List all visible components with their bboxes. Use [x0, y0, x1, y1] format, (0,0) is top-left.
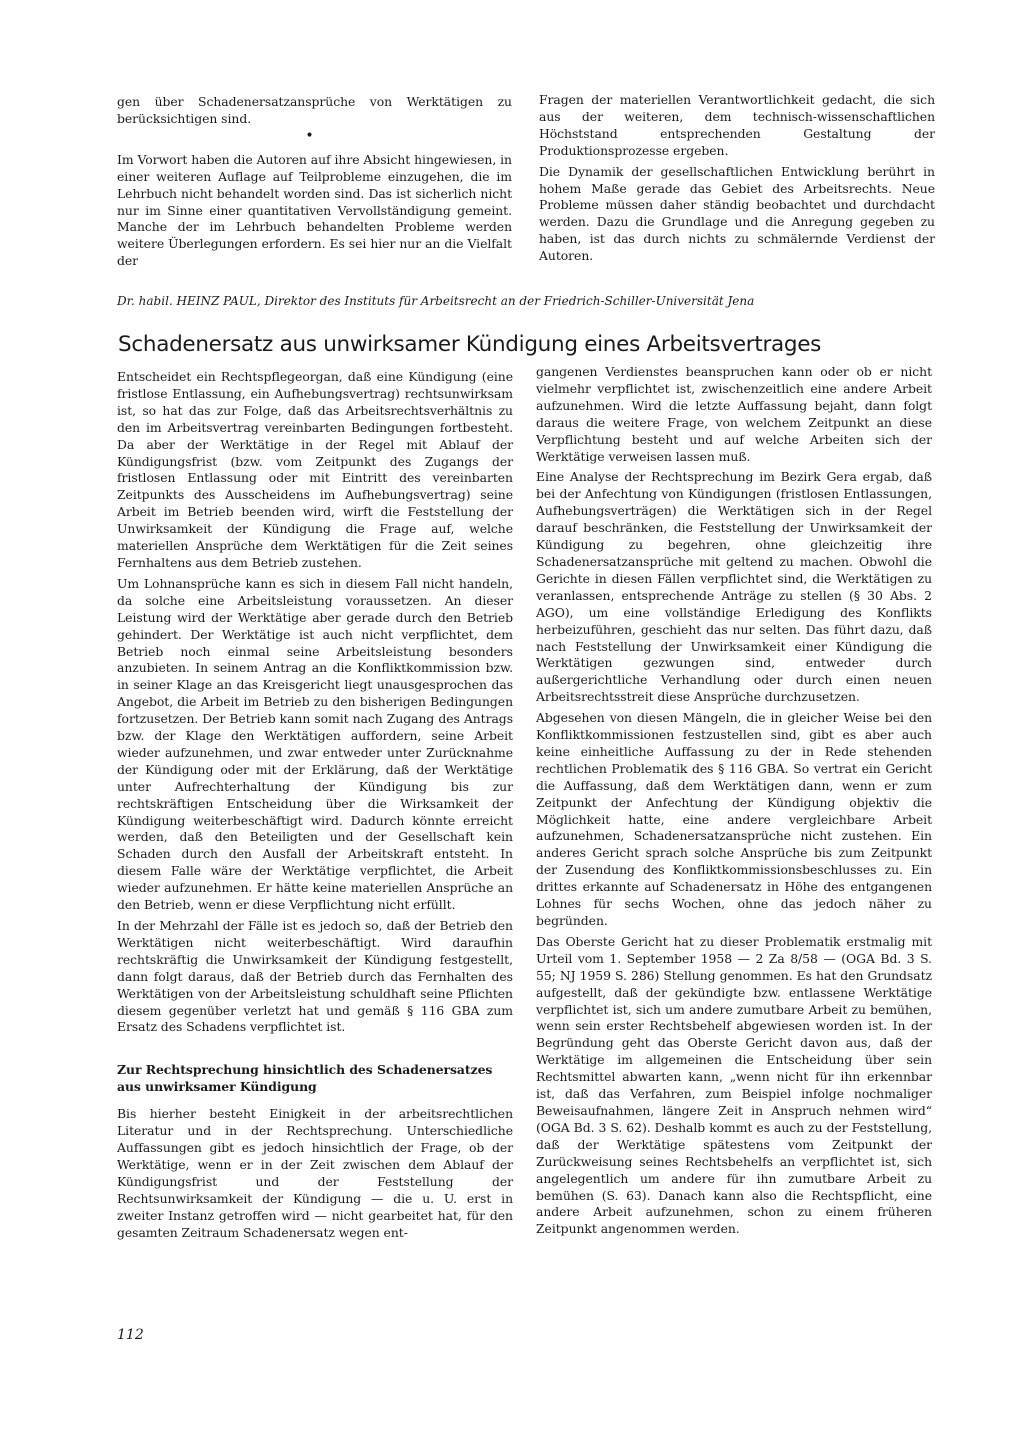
section-subheading: Zur Rechtsprechung hinsichtlich des Schadenersatzes aus unwirksamer Kündigung: [117, 1062, 493, 1095]
previous-article-left-column: [117, 94, 512, 274]
article-left-column: [117, 369, 513, 1245]
paragraph: Die Dynamik der gesellschaftlichen Entwicklung berührt in hohem Maße gerade das Gebiet des Arbeitsrechts. Neue Probleme müssen daher ständig beobachtet und durchdacht werden. Dazu die Grundlage und die Anregung gegeben zu haben, ist das durch nichts zu schmälernde Verdienst der Autoren.: [539, 163, 935, 264]
author-byline: Dr. habil. HEINZ PAUL, Direktor des Instituts für Arbeitsrecht an der Friedrich-Schiller-Universität Jena: [117, 294, 755, 308]
page-number: 112: [117, 1327, 144, 1343]
paragraph: Im Vorwort haben die Autoren auf ihre Absicht hingewiesen, in einer weiteren Auflage auf Teilprobleme einzugehen, die im Lehrbuch nicht behandelt worden sind. Das ist sicherlich nicht nur im Sinne einer quantitativen Vervollständigung gemeint. Manche der im Lehrbuch behandelten Probleme werden weitere Überlegungen erfordern. Es sei hier nur an die Vielfalt der: [117, 151, 512, 269]
paragraph: Entscheidet ein Rechtspflegeorgan, daß eine Kündigung (eine fristlose Entlassung, ein Aufhebungsvertrag) rechtsunwirksam ist, so hat das zur Folge, daß das Arbeitsrechtsverhältnis zu den im Arbeitsvertrag vereinbarten Bedingungen fortbesteht. Da aber der Werktätige in der Regel mit Ablauf der Kündigungsfrist (bzw. vom Zeitpunkt des Zugangs der fristlosen Entlassung oder mit Eintritt des vereinbarten Zeitpunkts des Ausscheidens im Aufhebungsvertrag) seine Arbeit im Betrieb beenden wird, wirft die Feststellung der Unwirksamkeit der Kündigung die Frage auf, welche materiellen Ansprüche dem Werktätigen für die Zeit seines Fernhaltens aus dem Betrieb zustehen.: [117, 369, 513, 570]
paragraph: Um Lohnansprüche kann es sich in diesem Fall nicht handeln, da solche eine Arbeitsleistung voraussetzen. An dieser Leistung wird der Werktätige aber gerade durch den Betrieb gehindert. Der Werktätige ist auch nicht verpflichtet, dem Betrieb noch einmal seine Arbeitsleistung besonders anzubieten. In seinem Antrag an die Konfliktkommission bzw. in seiner Klage an das Kreisgericht liegt unausgesprochen das Angebot, die Arbeit im Betrieb zu den bisherigen Bedingungen fortzusetzen. Der Betrieb kann somit nach Zugang des Antrags bzw. der Klage den Werktätigen auffordern, seine Arbeit wieder aufzunehmen, und zwar entweder unter Zurücknahme der Kündigung oder mit der Erklärung, daß der Werktätige unter Aufrechterhaltung der Kündigung bis zur rechtskräftigen Entscheidung über die Wirksamkeit der Kündigung weiterbeschäftigt wird. Dadurch könnte erreicht werden, daß den Beteiligten und der Gesellschaft kein Schaden durch den Ausfall der Arbeitskraft entsteht. In diesem Falle wäre der Werktätige verpflichtet, die Arbeit wieder aufzunehmen. Er hätte keine materiellen Ansprüche an den Betrieb, wenn er diese Verpflichtung nicht erfüllt.: [117, 575, 513, 913]
paragraph: Fragen der materiellen Verantwortlichkeit gedacht, die sich aus der weiteren, dem technisch-wissenschaftlichen Höchststand entsprechenden Gestaltung der Produktionsprozesse ergeben.: [539, 92, 935, 158]
paragraph: In der Mehrzahl der Fälle ist es jedoch so, daß der Betrieb den Werktätigen nicht weiterbeschäftigt. Wird daraufhin rechtskräftig die Unwirksamkeit der Kündigung festgestellt, dann folgt daraus, daß der Betrieb durch das Fernhalten des Werktätigen von der Arbeitsleistung schuldhaft seine Pflichten diesem gegenüber verletzt hat und gemäß § 116 GBA zum Ersatz des Schadens verpflichtet ist.: [117, 918, 513, 1035]
article-title: Schadenersatz aus unwirksamer Kündigung eines Arbeitsvertrages: [118, 332, 822, 358]
paragraph: Eine Analyse der Rechtsprechung im Bezirk Gera ergab, daß bei der Anfechtung von Kündigungen (fristlosen Entlassungen, Aufhebungsverträgen) die Werktätigen sich in der Regel darauf beschränken, die Feststellung der Unwirksamkeit der Kündigung zu begehren, ohne gleichzeitig ihre Schadenersatzansprüche mit geltend zu machen. Obwohl die Gerichte in diesen Fällen verpflichtet sind, die Werktätigen zu veranlassen, entsprechende Anträge zu stellen (§ 30 Abs. 2 AGO), um eine vollständige Erledigung des Konflikts herbeizuführen, geschieht das nur selten. Das führt dazu, daß nach Feststellung der Unwirksamkeit einer Kündigung die Werktätigen gezwungen sind, entweder durch außergerichtliche Verhandlung oder durch einen neuen Arbeitsrechtsstreit diese Ansprüche durchzusetzen.: [536, 469, 932, 705]
previous-article-right-column: [539, 92, 935, 269]
section-separator: •: [305, 127, 314, 144]
paragraph: Bis hierher besteht Einigkeit in der arbeitsrechtlichen Literatur und in der Rechtsprechung. Unterschiedliche Auffassungen gibt es jedoch hinsichtlich der Frage, ob der Werktätige, wenn er in der Zeit zwischen dem Ablauf der Kündigungsfrist und der Feststellung der Rechtsunwirksamkeit der Kündigung — die u. U. erst in zweiter Instanz getroffen wird — nicht gearbeitet hat, für den gesamten Zeitraum Schadenersatz wegen ent-: [117, 1106, 513, 1240]
paragraph: gangenen Verdienstes beanspruchen kann oder ob er nicht vielmehr verpflichtet ist, zwischenzeitlich eine andere Arbeit aufzunehmen. Wird die letzte Auffassung bejaht, dann folgt daraus die weitere Frage, von welchem Zeitpunkt an diese Verpflichtung besteht und auf welche Arbeiten sich der Werktätige verweisen lassen muß.: [536, 364, 932, 464]
article-right-column: [536, 364, 932, 1242]
paragraph: Abgesehen von diesen Mängeln, die in gleicher Weise bei den Konfliktkommissionen festzustellen sind, gibt es aber auch keine einheitliche Auffassung zu der in Rede stehenden rechtlichen Problematik des § 116 GBA. So vertrat ein Gericht die Auffassung, daß dem Werktätigen dann, wenn er zum Zeitpunkt der Anfechtung der Kündigung objektiv die Möglichkeit hatte, eine andere vergleichbare Arbeit aufzunehmen, Schadenersatzansprüche nicht zustehen. Ein anderes Gericht sprach solche Ansprüche bis zum Zeitpunkt der Zusendung des Konfliktkommissionsbeschlusses zu. Ein drittes erkannte auf Schadenersatz in Höhe des entgangenen Lohnes für sechs Wochen, ohne das jedoch näher zu begründen.: [536, 710, 932, 928]
paragraph: Das Oberste Gericht hat zu dieser Problematik erstmalig mit Urteil vom 1. September 1958 — 2 Za 8/58 — (OGA Bd. 3 S. 55; NJ 1959 S. 286) Stellung genommen. Es hat den Grundsatz aufgestellt, daß der gekündigte bzw. entlassene Werktätige verpflichtet ist, sich um andere zumutbare Arbeit zu bemühen, wenn sein erster Rechtsbehelf abgewiesen worden ist. In der Begründung geht das Oberste Gericht davon aus, daß der Werktätige im allgemeinen die Entscheidung über sein Rechtsmittel abwarten kann, „wenn nicht für ihn erkennbar ist, daß das Verfahren, zum Beispiel infolge nochmaliger Beweisaufnahmen, längere Zeit in Anspruch nehmen wird“ (OGA Bd. 3 S. 62). Deshalb kommt es auch zu der Feststellung, daß der Werktätige spätestens vom Zeitpunkt der Zurückweisung seines Rechtsbehelfs an verpflichtet ist, sich angelegentlich um andere für ihn zumutbare Arbeit zu bemühen (S. 63). Danach kann also die Rechtspflicht, eine andere Arbeit aufzunehmen, schon zu einem früheren Zeitpunkt angenommen werden.: [536, 933, 932, 1237]
paragraph: gen über Schadenersatzansprüche von Werktätigen zu berücksichtigen sind.: [117, 94, 512, 126]
